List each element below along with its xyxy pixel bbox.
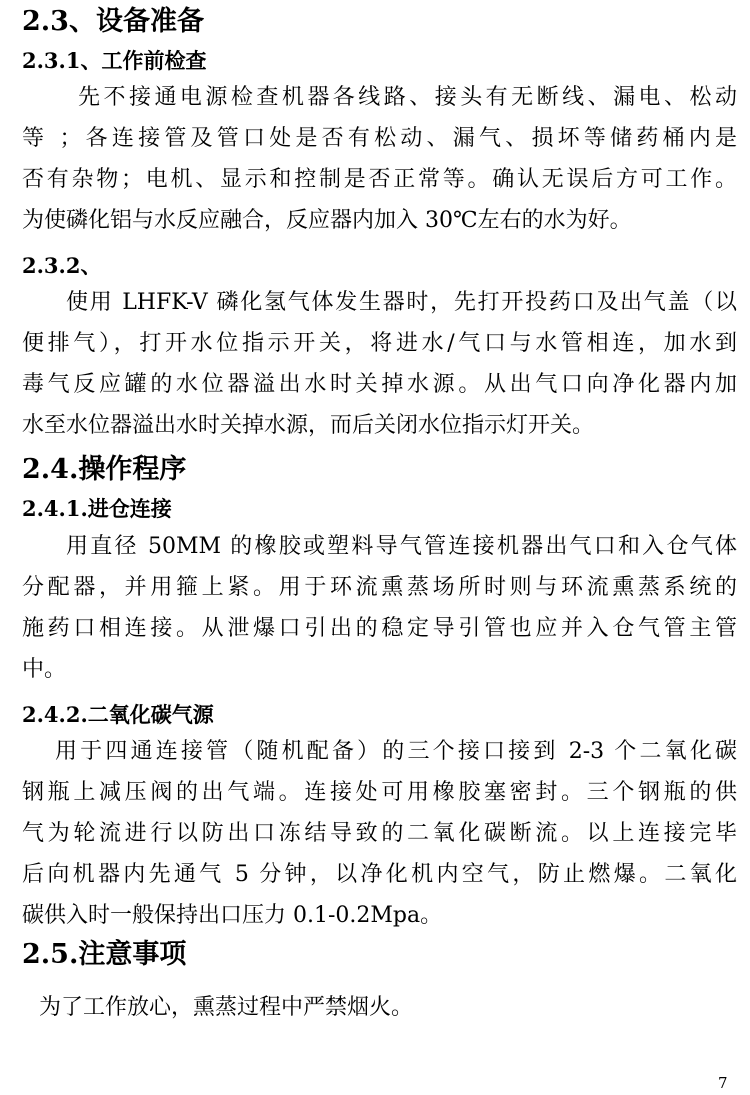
paragraph-line: 等 ；各连接管及管口处是否有松动、漏气、损坏等储药桶内是: [22, 126, 737, 151]
paragraph-line: 中。: [22, 657, 67, 682]
subsection-heading: 2.3.1、工作前检查: [22, 48, 207, 73]
section-heading: 2.5.注意事项: [22, 939, 187, 970]
paragraph-line: 施药口相连接。从泄爆口引出的稳定导引管也应并入仓气管主管: [22, 616, 737, 641]
section-heading: 2.4.操作程序: [22, 454, 187, 485]
paragraph-line: 水至水位器溢出水时关掉水源，而后关闭水位指示灯开关。: [22, 413, 595, 438]
page-number: 7: [718, 1074, 728, 1092]
paragraph-line: 分配器，并用箍上紧。用于环流熏蒸场所时则与环流熏蒸系统的: [22, 575, 737, 600]
paragraph-line: 钢瓶上减压阀的出气端。连接处可用橡胶塞密封。三个钢瓶的供: [22, 780, 737, 805]
paragraph-line: 为了工作放心，熏蒸过程中严禁烟火。: [39, 995, 414, 1020]
paragraph-line: 后向机器内先通气 5 分钟，以净化机内空气，防止燃爆。二氧化: [22, 862, 737, 887]
paragraph-line: 为使磷化铝与水反应融合，反应器内加入 30℃左右的水为好。: [22, 208, 632, 233]
paragraph-line: 毒气反应罐的水位器溢出水时关掉水源。从出气口向净化器内加: [22, 372, 737, 397]
paragraph-line: 使用 LHFK-V 磷化氢气体发生器时，先打开投药口及出气盖（以: [66, 290, 737, 315]
paragraph-line: 先不接通电源检查机器各线路、接头有无断线、漏电、松动: [78, 85, 737, 110]
subsection-heading: 2.4.1.进仓连接: [22, 496, 172, 521]
paragraph-line: 否有杂物；电机、显示和控制是否正常等。确认无误后方可工作。: [22, 167, 737, 192]
paragraph-line: 气为轮流进行以防出口冻结导致的二氧化碳断流。以上连接完毕: [22, 821, 737, 846]
subsection-heading: 2.4.2.二氧化碳气源: [22, 702, 214, 727]
section-heading: 2.3、设备准备: [22, 6, 204, 37]
subsection-heading: 2.3.2、: [22, 253, 102, 278]
paragraph-line: 碳供入时一般保持出口压力 0.1-0.2Mpa。: [22, 903, 443, 928]
paragraph-line: 用直径 50MM 的橡胶或塑料导气管连接机器出气口和入仓气体: [66, 534, 737, 559]
paragraph-line: 便排气），打开水位指示开关，将进水/气口与水管相连，加水到: [22, 331, 737, 356]
paragraph-line: 用于四通连接管（随机配备）的三个接口接到 2-3 个二氧化碳: [55, 739, 737, 764]
